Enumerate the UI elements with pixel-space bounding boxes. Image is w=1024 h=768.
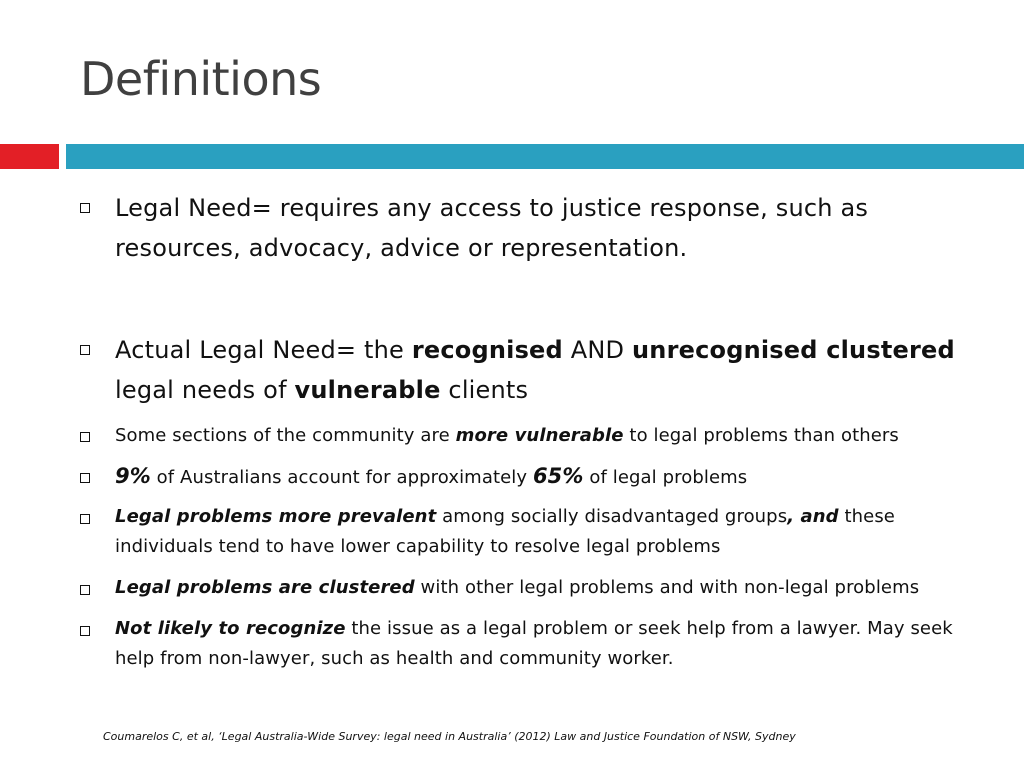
slide-title: Definitions — [80, 52, 322, 106]
citation-footnote: Coumarelos C, et al, ‘Legal Australia-Wide Survey: legal need in Australia’ (2012) Law and Justice Foundation of NSW, Sydney — [103, 730, 796, 743]
bullet-item-not-likely: Not likely to recognize the issue as a legal problem or seek help from a lawyer. May seek help from non-lawyer, such as health and community worker. — [115, 618, 953, 669]
accent-bar-red — [0, 144, 59, 169]
bullet-square-icon — [80, 626, 90, 636]
accent-bar-blue — [66, 144, 1024, 169]
bullet-square-icon — [80, 345, 90, 355]
bullet-item-statistics: 9% of Australians account for approximately 65% of legal problems — [115, 464, 748, 488]
bullet-square-icon — [80, 432, 90, 442]
bullet-item-more-prevalent: Legal problems more prevalent among socially disadvantaged groups, and these individuals tend to have lower capability to resolve legal problems — [115, 506, 895, 557]
bullet-square-icon — [80, 473, 90, 483]
bullet-item-more-vulnerable: Some sections of the community are more vulnerable to legal problems than others — [115, 425, 899, 446]
bullet-item-legal-need: Legal Need= requires any access to justice response, such as resources, advocacy, advice or representation. — [115, 194, 869, 262]
bullet-square-icon — [80, 514, 90, 524]
bullet-item-actual-legal-need: Actual Legal Need= the recognised AND unrecognised clustered legal needs of vulnerable clients — [115, 336, 955, 404]
bullet-square-icon — [80, 203, 90, 213]
bullet-square-icon — [80, 585, 90, 595]
bullet-item-clustered: Legal problems are clustered with other legal problems and with non-legal problems — [115, 577, 920, 598]
